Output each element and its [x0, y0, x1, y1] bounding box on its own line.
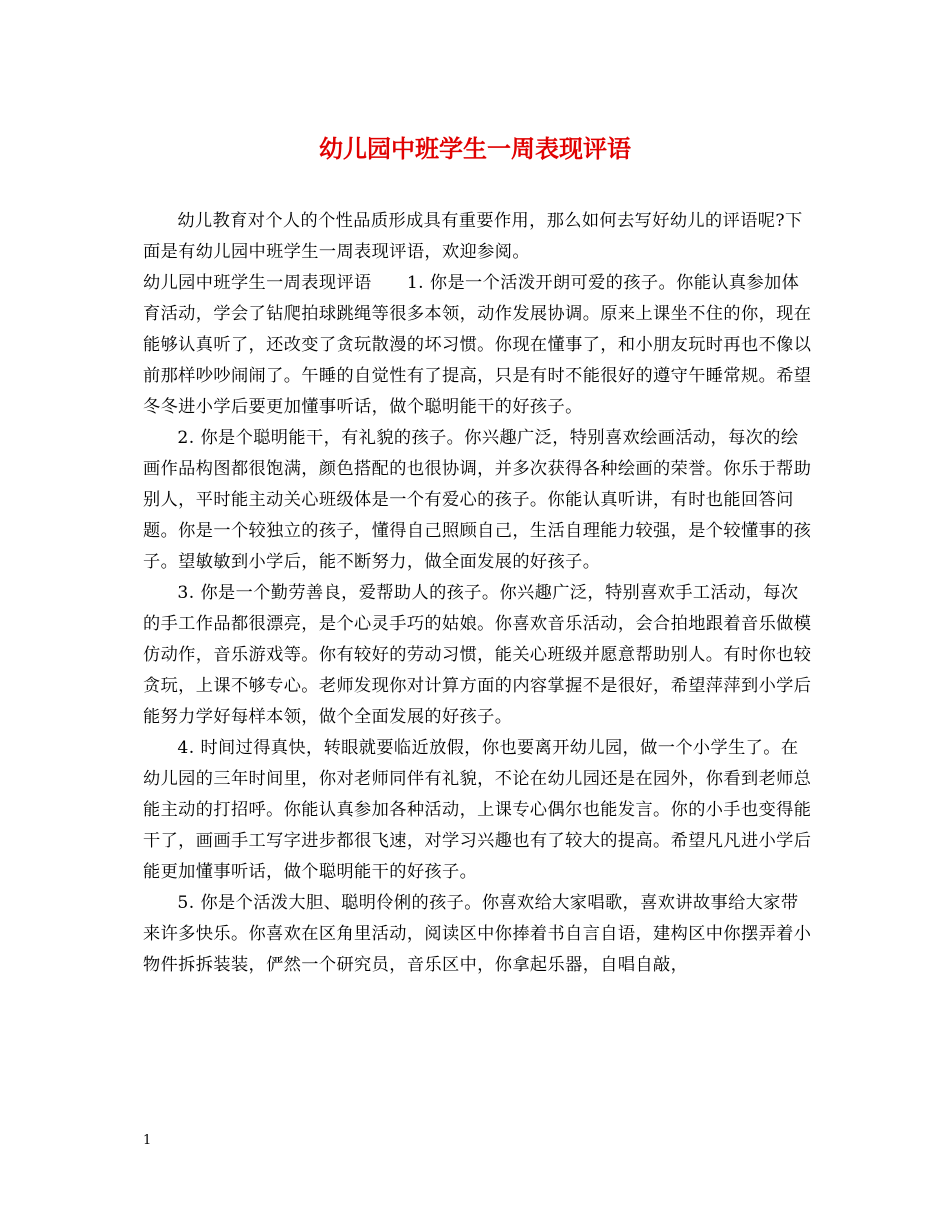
paragraph-1: 幼儿园中班学生一周表现评语 1. 你是一个活泼开朗可爱的孩子。你能认真参加体育活动，学会了钻爬拍球跳绳等很多本领，动作发展协调。原来上课坐不住的你，现在能够认真听了，还改变了贪玩散漫的坏习惯。你现在懂事了，和小朋友玩时再也不像以前那样吵吵闹闹了。午睡的自觉性有了提高，只是有时不能很好的遵守午睡常规。希望冬冬进小学后要更加懂事听话，做个聪明能干的好孩子。 [143, 273, 812, 417]
paragraph-5: 5. 你是个活泼大胆、聪明伶俐的孩子。你喜欢给大家唱歌，喜欢讲故事给大家带来许多快乐。你喜欢在区角里活动，阅读区中你捧着书自言自语，建构区中你摆弄着小物件拆拆装装，俨然一个研究员，音乐区中，你拿起乐器，自唱自敲， [143, 893, 812, 975]
paragraph-4: 4. 时间过得真快，转眼就要临近放假，你也要离开幼儿园，做一个小学生了。在幼儿园的三年时间里，你对老师同伴有礼貌，不论在幼儿园还是在园外，你看到老师总能主动的打招呼。你能认真参加各种活动，上课专心偶尔也能发言。你的小手也变得能干了，画画手工写字进步都很飞速，对学习兴趣也有了较大的提高。希望凡凡进小学后能更加懂事听话，做个聪明能干的好孩子。 [143, 738, 812, 882]
document-body [143, 206, 813, 981]
paragraph-2: 2. 你是个聪明能干，有礼貌的孩子。你兴趣广泛，特别喜欢绘画活动，每次的绘画作品构图都很饱满，颜色搭配的也很协调，并多次获得各种绘画的荣誉。你乐于帮助别人，平时能主动关心班级体是一个有爱心的孩子。你能认真听讲，有时也能回答问题。你是一个较独立的孩子，懂得自己照顾自己，生活自理能力较强，是个较懂事的孩子。望敏敏到小学后，能不断努力，做全面发展的好孩子。 [143, 428, 812, 572]
intro-paragraph: 幼儿教育对个人的个性品质形成具有重要作用，那么如何去写好幼儿的评语呢?下面是有幼儿园中班学生一周表现评语，欢迎参阅。 [143, 211, 803, 262]
paragraph-3: 3. 你是一个勤劳善良，爱帮助人的孩子。你兴趣广泛，特别喜欢手工活动，每次的手工作品都很漂亮，是个心灵手巧的姑娘。你喜欢音乐活动，会合拍地跟着音乐做模仿动作，音乐游戏等。你有较好的劳动习惯，能关心班级并愿意帮助别人。有时你也较贪玩，上课不够专心。老师发现你对计算方面的内容掌握不是很好，希望萍萍到小学后能努力学好每样本领，做个全面发展的好孩子。 [143, 583, 812, 727]
page-number: 1 [143, 1133, 152, 1148]
document-title: 幼儿园中班学生一周表现评语 [319, 135, 631, 163]
